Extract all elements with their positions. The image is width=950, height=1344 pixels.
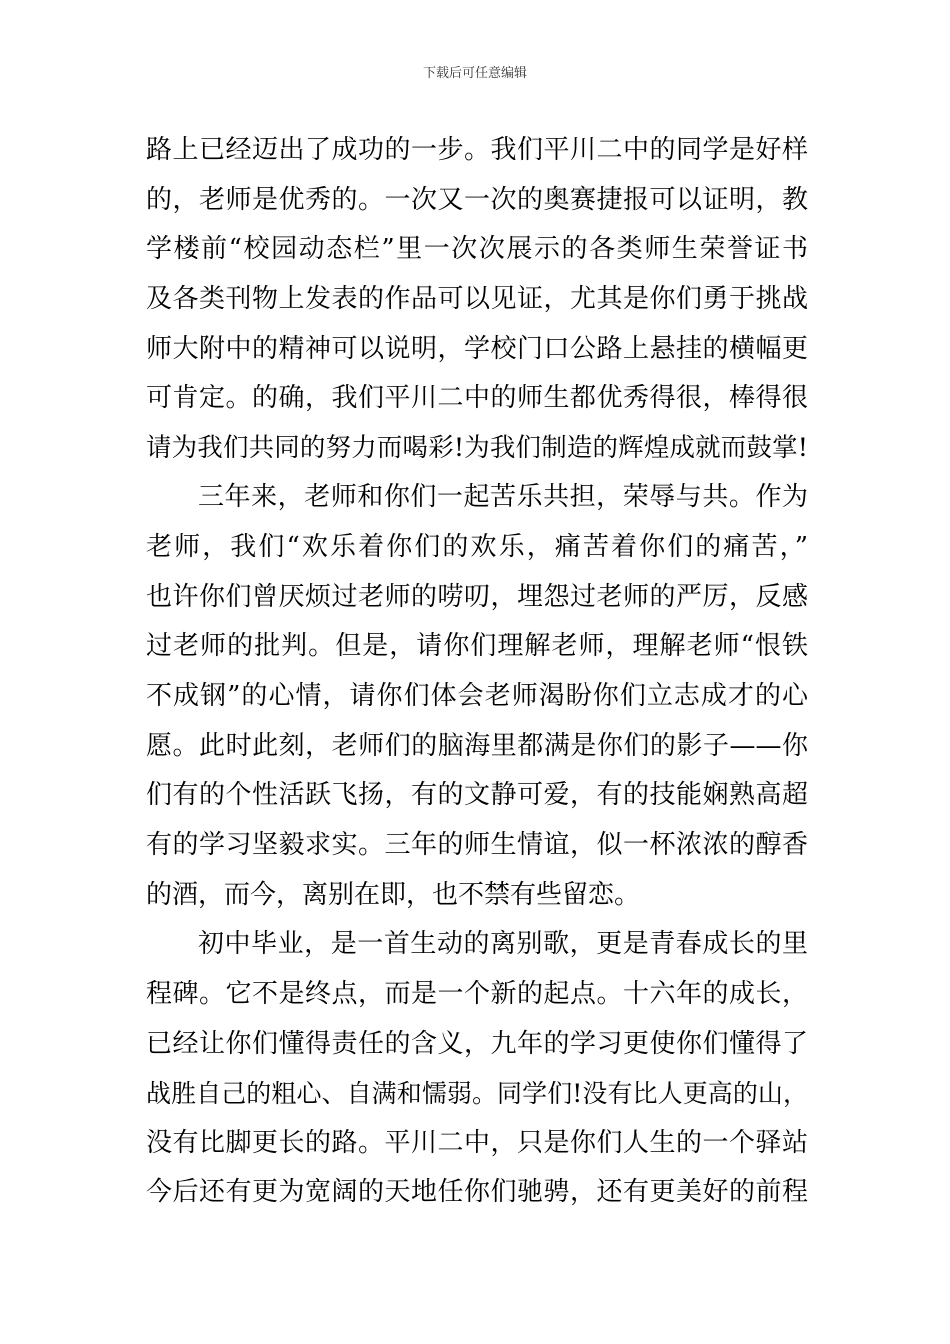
text-line: 有的学习坚毅求实。三年的师生情谊，似一杯浓浓的醇香 bbox=[146, 829, 808, 860]
text-line: 的酒，而今，离别在即，也不禁有些留恋。 bbox=[146, 879, 641, 910]
text-line: 程碑。它不是终点，而是一个新的起点。十六年的成长， bbox=[146, 978, 808, 1009]
text-line: 过老师的批判。但是，请你们理解老师，理解老师“恨铁 bbox=[146, 631, 808, 662]
text-line: 及各类刊物上发表的作品可以见证，尤其是你们勇于挑战 bbox=[146, 283, 808, 314]
text-line: 今后还有更为宽阔的天地任你们驰骋，还有更美好的前程 bbox=[146, 1177, 808, 1208]
text-line: 已经让你们懂得责任的含义，九年的学习更使你们懂得了 bbox=[146, 1028, 808, 1059]
text-line: 路上已经迈出了成功的一步。我们平川二中的同学是好样 bbox=[146, 135, 808, 165]
text-line: 的，老师是优秀的。一次又一次的奥赛捷报可以证明，教 bbox=[146, 184, 808, 215]
text-line: 请为我们共同的努力而喝彩!为我们制造的辉煌成就而鼓掌! bbox=[146, 432, 808, 463]
text-line: 也许你们曾厌烦过老师的唠叨，埋怨过老师的严厉，反感 bbox=[146, 581, 808, 612]
text-line: 战胜自己的粗心、自满和懦弱。同学们!没有比人更高的山， bbox=[146, 1079, 808, 1109]
text-line: 愿。此时此刻，老师们的脑海里都满是你们的影子——你 bbox=[146, 730, 808, 761]
page-header: 下载后可任意编辑 bbox=[422, 66, 527, 81]
text-line: 初中毕业，是一首生动的离别歌，更是青春成长的里 bbox=[198, 929, 808, 960]
text-line: 师大附中的精神可以说明，学校门口公路上悬挂的横幅更 bbox=[146, 333, 808, 364]
body-text bbox=[146, 126, 808, 1218]
text-line: 们有的个性活跃飞扬，有的文静可爱，有的技能娴熟高超 bbox=[146, 780, 808, 811]
text-line: 三年来，老师和你们一起苦乐共担，荣辱与共。作为 bbox=[198, 482, 808, 513]
text-line: 不成钢”的心情，请你们体会老师渴盼你们立志成才的心 bbox=[146, 681, 808, 712]
text-line: 老师，我们“欢乐着你们的欢乐，痛苦着你们的痛苦，” bbox=[146, 532, 808, 563]
text-line: 可肯定。的确，我们平川二中的师生都优秀得很，棒得很 bbox=[146, 383, 808, 414]
text-line: 学楼前“校园动态栏”里一次次展示的各类师生荣誉证书 bbox=[146, 234, 808, 265]
text-line: 没有比脚更长的路。平川二中，只是你们人生的一个驿站 bbox=[146, 1127, 808, 1158]
